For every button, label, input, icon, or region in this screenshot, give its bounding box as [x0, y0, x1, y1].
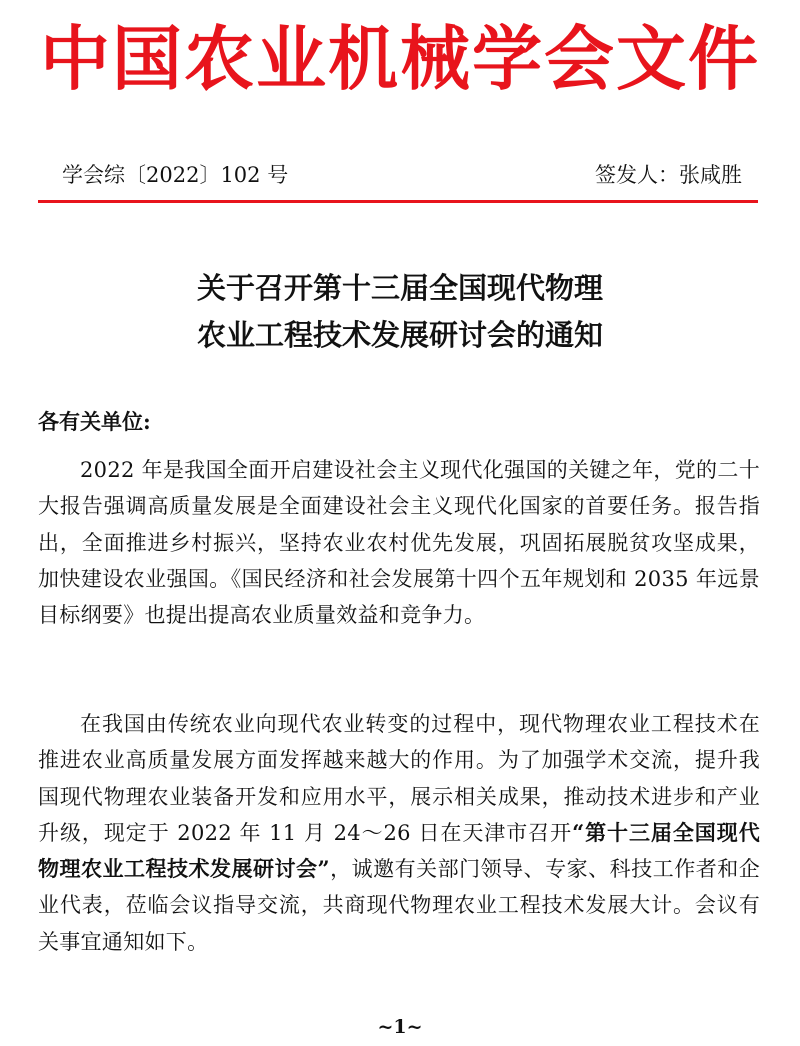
document-title-line-2: 农业工程技术发展研讨会的通知: [196, 318, 603, 352]
paragraph-2-text-before: 在我国由传统农业向现代农业转变的过程中，现代物理农业工程技术在推进农业高质量发展方面发挥越来越大的作用。为了加强学术交流，提升我国现代物理农业装备开发和应用水平，展示相关成果，推动技术进步和产业升级，现定于 2022 年 11 月 24～26 日在天津市召开: [38, 712, 760, 845]
paragraph-1: 2022 年是我国全面开启建设社会主义现代化强国的关键之年，党的二十大报告强调高质量发展是全面建设社会主义现代化国家的首要任务。报告指出，全面推进乡村振兴，坚持农业农村优先发展，巩固拓展脱贫攻坚成果，加快建设农业强国。《国民经济和社会发展第十四个五年规划和 2035 年远景目标纲要》也提出提高农业质量效益和竞争力。: [38, 458, 760, 628]
salutation: 各有关单位:: [38, 409, 151, 434]
red-divider-line: [38, 200, 758, 203]
issuer-title: 中国农业机械学会文件: [40, 18, 760, 100]
document-title-line-1: 关于召开第十三届全国现代物理: [196, 271, 603, 305]
page-number: ~1~: [377, 1016, 423, 1038]
document-title: [0, 265, 800, 359]
signer: 签发人：张咸胜: [595, 163, 742, 187]
paragraph-2: [38, 706, 760, 960]
paragraph-2-text-after: ，诚邀有关部门领导、专家、科技工作者和企业代表，莅临会议指导交流，共商现代物理农业工程技术发展大计。会议有关事宜通知如下。: [38, 857, 761, 954]
document-meta-row: [0, 158, 800, 192]
conference-name: “第十三届全国现代物理农业工程技术发展研讨会”: [38, 819, 760, 882]
document-number: 学会综〔2022〕102 号: [62, 163, 289, 187]
